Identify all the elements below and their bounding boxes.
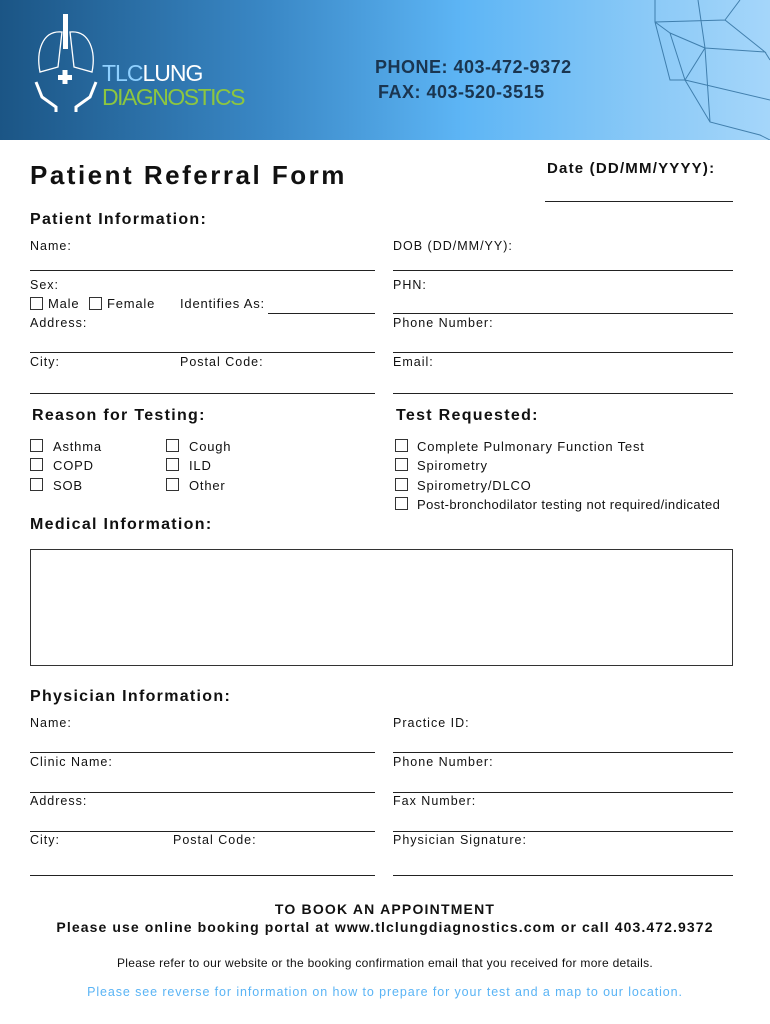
polygon-decoration-icon — [610, 0, 770, 140]
female-checkbox[interactable] — [89, 297, 102, 310]
identifies-as-label: Identifies As: — [180, 296, 265, 311]
email-field[interactable] — [393, 393, 733, 394]
test-heading: Test Requested: — [396, 407, 539, 424]
physician-city-label: City: — [30, 833, 60, 847]
address-field[interactable] — [30, 352, 375, 353]
header-fax: FAX: 403-520-3515 — [378, 82, 545, 102]
city-label: City: — [30, 355, 60, 369]
dob-label: DOB (DD/MM/YY): — [393, 239, 513, 253]
other-label: Other — [189, 478, 226, 493]
date-label: Date (DD/MM/YYYY): — [547, 160, 716, 177]
header-banner — [0, 0, 770, 140]
clinic-label: Clinic Name: — [30, 755, 113, 769]
logo-tlc: TLC — [102, 60, 143, 86]
booking-portal-text: Please use online booking portal at www.tlclungdiagnostics.com or call 403.472.9372 — [56, 919, 714, 935]
lung-hands-logo-icon — [32, 12, 102, 112]
practice-id-field[interactable] — [393, 752, 733, 753]
female-label: Female — [107, 296, 156, 311]
male-label: Male — [48, 296, 80, 311]
patient-info-heading: Patient Information: — [30, 211, 208, 228]
reason-heading: Reason for Testing: — [32, 407, 206, 424]
spirometry-dlco-checkbox[interactable] — [395, 478, 408, 491]
city-postal-field[interactable] — [30, 393, 375, 394]
phone-label: Phone Number: — [393, 316, 494, 330]
ild-checkbox[interactable] — [166, 458, 179, 471]
sex-label: Sex: — [30, 278, 60, 292]
cpft-checkbox[interactable] — [395, 439, 408, 452]
cough-label: Cough — [189, 439, 232, 454]
phn-field[interactable] — [393, 313, 733, 314]
fax-label: Fax Number: — [393, 794, 477, 808]
physician-phone-label: Phone Number: — [393, 755, 494, 769]
physician-name-field[interactable] — [30, 752, 375, 753]
physician-heading: Physician Information: — [30, 688, 232, 705]
patient-name-field[interactable] — [30, 270, 375, 271]
copd-label: COPD — [53, 458, 94, 473]
physician-postal-label: Postal Code: — [173, 833, 257, 847]
page-title: Patient Referral Form — [30, 160, 347, 190]
ild-label: ILD — [189, 458, 212, 473]
phone-field[interactable] — [393, 352, 733, 353]
post-bronch-checkbox[interactable] — [395, 497, 408, 510]
spirometry-checkbox[interactable] — [395, 458, 408, 471]
identifies-as-field[interactable] — [268, 313, 375, 314]
physician-city-field[interactable] — [30, 875, 375, 876]
medical-heading: Medical Information: — [30, 516, 213, 533]
date-field[interactable] — [545, 201, 733, 202]
patient-name-label: Name: — [30, 239, 72, 253]
physician-phone-field[interactable] — [393, 792, 733, 793]
male-checkbox[interactable] — [30, 297, 43, 310]
signature-label: Physician Signature: — [393, 833, 527, 847]
dob-field[interactable] — [393, 270, 733, 271]
signature-field[interactable] — [393, 875, 733, 876]
phn-label: PHN: — [393, 278, 427, 292]
asthma-label: Asthma — [53, 439, 102, 454]
address-label: Address: — [30, 316, 88, 330]
refer-text: Please refer to our website or the booking confirmation email that you received for more details. — [116, 956, 654, 970]
fax-field[interactable] — [393, 831, 733, 832]
physician-address-label: Address: — [30, 794, 88, 808]
practice-id-label: Practice ID: — [393, 716, 470, 730]
cpft-label: Complete Pulmonary Function Test — [417, 439, 645, 454]
reverse-note: Please see reverse for information on how to prepare for your test and a map to our location. — [87, 985, 683, 999]
sob-label: SOB — [53, 478, 83, 493]
book-heading: TO BOOK AN APPOINTMENT — [274, 901, 496, 917]
sob-checkbox[interactable] — [30, 478, 43, 491]
email-label: Email: — [393, 355, 434, 369]
cough-checkbox[interactable] — [166, 439, 179, 452]
logo-lung: LUNG — [142, 60, 203, 86]
medical-info-textarea[interactable] — [30, 549, 733, 666]
post-bronch-label: Post-bronchodilator testing not required/indicated — [417, 497, 721, 512]
spirometry-label: Spirometry — [417, 458, 488, 473]
physician-name-label: Name: — [30, 716, 72, 730]
physician-address-field[interactable] — [30, 831, 375, 832]
header-phone: PHONE: 403-472-9372 — [375, 57, 572, 77]
logo-diagnostics: DIAGNOSTICS — [102, 84, 244, 110]
postal-label: Postal Code: — [180, 355, 264, 369]
clinic-field[interactable] — [30, 792, 375, 793]
spirometry-dlco-label: Spirometry/DLCO — [417, 478, 532, 493]
copd-checkbox[interactable] — [30, 458, 43, 471]
other-checkbox[interactable] — [166, 478, 179, 491]
logo-text — [102, 60, 202, 87]
asthma-checkbox[interactable] — [30, 439, 43, 452]
